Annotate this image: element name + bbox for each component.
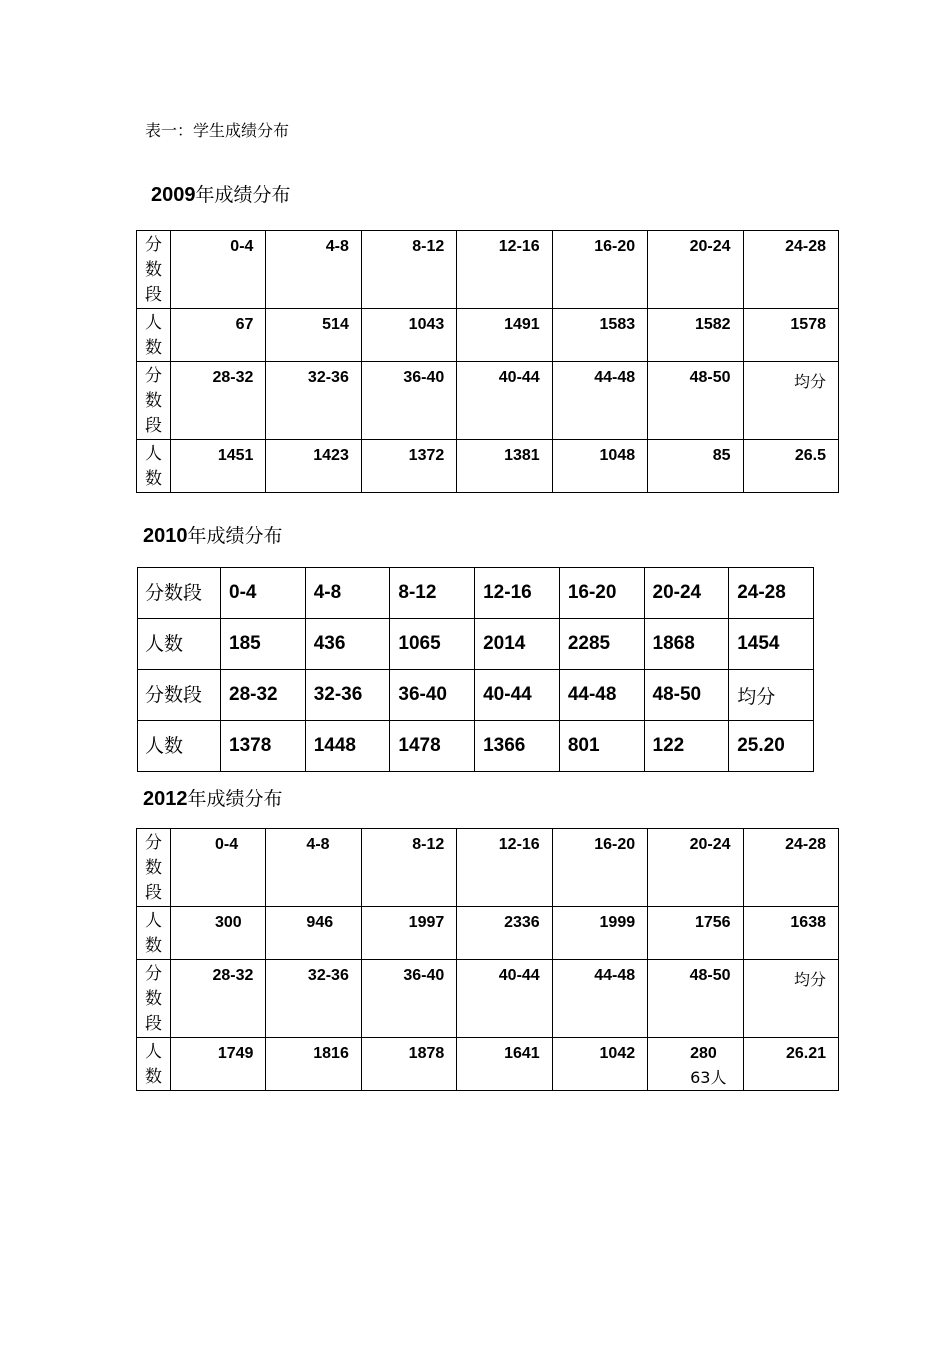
range-cell: 44-48 bbox=[552, 960, 647, 1038]
count-cell: 1997 bbox=[361, 907, 456, 960]
count-cell bbox=[648, 1038, 743, 1091]
count-cell: 1491 bbox=[457, 309, 552, 362]
table-row bbox=[138, 568, 814, 619]
range-cell: 16-20 bbox=[552, 231, 647, 309]
heading-suffix: 年成绩分布 bbox=[195, 184, 291, 206]
score-table-2009 bbox=[136, 230, 839, 493]
count-cell: 801 bbox=[559, 721, 644, 772]
table-row bbox=[138, 670, 814, 721]
table-caption: 表一：学生成绩分布 bbox=[145, 121, 290, 140]
count-value: 280 bbox=[690, 1045, 717, 1062]
table-row bbox=[137, 362, 839, 440]
range-cell: 4-8 bbox=[266, 829, 361, 907]
range-cell: 20-24 bbox=[648, 829, 743, 907]
average-label: 均分 bbox=[729, 670, 814, 721]
count-cell: 1454 bbox=[729, 619, 814, 670]
row-label-score: 分数段 bbox=[137, 829, 171, 907]
count-cell: 1423 bbox=[266, 440, 361, 493]
range-cell: 8-12 bbox=[390, 568, 475, 619]
range-cell: 44-48 bbox=[559, 670, 644, 721]
range-cell: 40-44 bbox=[457, 960, 552, 1038]
count-cell: 1749 bbox=[171, 1038, 266, 1091]
count-cell: 1756 bbox=[648, 907, 743, 960]
range-cell: 32-36 bbox=[266, 362, 361, 440]
average-label: 均分 bbox=[743, 362, 838, 440]
count-cell: 2336 bbox=[457, 907, 552, 960]
average-value: 26.21 bbox=[743, 1038, 838, 1091]
range-cell: 48-50 bbox=[648, 960, 743, 1038]
range-cell: 32-36 bbox=[305, 670, 390, 721]
count-cell: 185 bbox=[221, 619, 306, 670]
count-cell: 436 bbox=[305, 619, 390, 670]
table-row bbox=[138, 619, 814, 670]
row-label-count: 人数 bbox=[138, 721, 221, 772]
range-cell: 20-24 bbox=[648, 231, 743, 309]
row-label-score: 分数段 bbox=[137, 231, 171, 309]
score-table-2012 bbox=[136, 828, 839, 1091]
count-cell: 946 bbox=[266, 907, 361, 960]
range-cell: 48-50 bbox=[648, 362, 743, 440]
count-cell: 1042 bbox=[552, 1038, 647, 1091]
range-cell: 4-8 bbox=[266, 231, 361, 309]
count-cell: 1448 bbox=[305, 721, 390, 772]
row-label-count: 人数 bbox=[138, 619, 221, 670]
count-cell: 1641 bbox=[457, 1038, 552, 1091]
count-cell: 1381 bbox=[457, 440, 552, 493]
table-row bbox=[137, 440, 839, 493]
count-cell: 1043 bbox=[361, 309, 456, 362]
range-cell: 24-28 bbox=[743, 829, 838, 907]
range-cell: 20-24 bbox=[644, 568, 729, 619]
count-cell: 1638 bbox=[743, 907, 838, 960]
range-cell: 28-32 bbox=[221, 670, 306, 721]
table-row bbox=[137, 1038, 839, 1091]
heading-suffix: 年成绩分布 bbox=[187, 788, 283, 810]
range-cell: 0-4 bbox=[171, 231, 266, 309]
average-value: 26.5 bbox=[743, 440, 838, 493]
row-label-score: 分数段 bbox=[138, 568, 221, 619]
range-cell: 36-40 bbox=[390, 670, 475, 721]
count-cell: 1578 bbox=[743, 309, 838, 362]
count-cell: 1582 bbox=[648, 309, 743, 362]
heading-year: 2009 bbox=[151, 184, 196, 206]
range-cell: 36-40 bbox=[361, 960, 456, 1038]
heading-2012 bbox=[143, 784, 283, 811]
count-cell: 1065 bbox=[390, 619, 475, 670]
heading-year: 2010 bbox=[143, 525, 188, 547]
range-cell: 16-20 bbox=[552, 829, 647, 907]
count-cell: 514 bbox=[266, 309, 361, 362]
table-row bbox=[138, 721, 814, 772]
count-cell: 1378 bbox=[221, 721, 306, 772]
count-cell: 1048 bbox=[552, 440, 647, 493]
range-cell: 0-4 bbox=[221, 568, 306, 619]
row-label-count: 人数 bbox=[137, 309, 171, 362]
range-cell: 12-16 bbox=[475, 568, 560, 619]
average-value: 25.20 bbox=[729, 721, 814, 772]
count-cell: 1478 bbox=[390, 721, 475, 772]
count-cell: 1583 bbox=[552, 309, 647, 362]
range-cell: 48-50 bbox=[644, 670, 729, 721]
heading-year: 2012 bbox=[143, 788, 188, 810]
row-label-score: 分数段 bbox=[137, 362, 171, 440]
range-cell: 8-12 bbox=[361, 231, 456, 309]
range-cell: 12-16 bbox=[457, 231, 552, 309]
heading-2009 bbox=[151, 180, 291, 207]
count-cell: 1816 bbox=[266, 1038, 361, 1091]
heading-2010 bbox=[143, 521, 283, 548]
count-cell: 1868 bbox=[644, 619, 729, 670]
row-label-count: 人数 bbox=[137, 907, 171, 960]
row-label-score: 分数段 bbox=[137, 960, 171, 1038]
range-cell: 12-16 bbox=[457, 829, 552, 907]
row-label-count: 人数 bbox=[137, 440, 171, 493]
range-cell: 24-28 bbox=[729, 568, 814, 619]
row-label-count: 人数 bbox=[137, 1038, 171, 1091]
range-cell: 44-48 bbox=[552, 362, 647, 440]
count-cell: 1366 bbox=[475, 721, 560, 772]
range-cell: 40-44 bbox=[475, 670, 560, 721]
count-cell: 2014 bbox=[475, 619, 560, 670]
range-cell: 0-4 bbox=[171, 829, 266, 907]
count-cell: 1372 bbox=[361, 440, 456, 493]
range-cell: 4-8 bbox=[305, 568, 390, 619]
range-cell: 40-44 bbox=[457, 362, 552, 440]
table-row bbox=[137, 960, 839, 1038]
heading-suffix: 年成绩分布 bbox=[187, 525, 283, 547]
count-cell: 1451 bbox=[171, 440, 266, 493]
count-cell: 300 bbox=[171, 907, 266, 960]
range-cell: 8-12 bbox=[361, 829, 456, 907]
table-row bbox=[137, 309, 839, 362]
count-extra-note: 63人 bbox=[690, 1068, 727, 1087]
row-label-score: 分数段 bbox=[138, 670, 221, 721]
table-row bbox=[137, 907, 839, 960]
range-cell: 32-36 bbox=[266, 960, 361, 1038]
range-cell: 28-32 bbox=[171, 960, 266, 1038]
table-row bbox=[137, 829, 839, 907]
count-cell: 85 bbox=[648, 440, 743, 493]
count-cell: 67 bbox=[171, 309, 266, 362]
count-cell: 2285 bbox=[559, 619, 644, 670]
count-cell: 122 bbox=[644, 721, 729, 772]
score-table-2010 bbox=[137, 567, 814, 772]
range-cell: 36-40 bbox=[361, 362, 456, 440]
count-cell: 1999 bbox=[552, 907, 647, 960]
range-cell: 24-28 bbox=[743, 231, 838, 309]
average-label: 均分 bbox=[743, 960, 838, 1038]
count-cell: 1878 bbox=[361, 1038, 456, 1091]
range-cell: 16-20 bbox=[559, 568, 644, 619]
table-row bbox=[137, 231, 839, 309]
range-cell: 28-32 bbox=[171, 362, 266, 440]
